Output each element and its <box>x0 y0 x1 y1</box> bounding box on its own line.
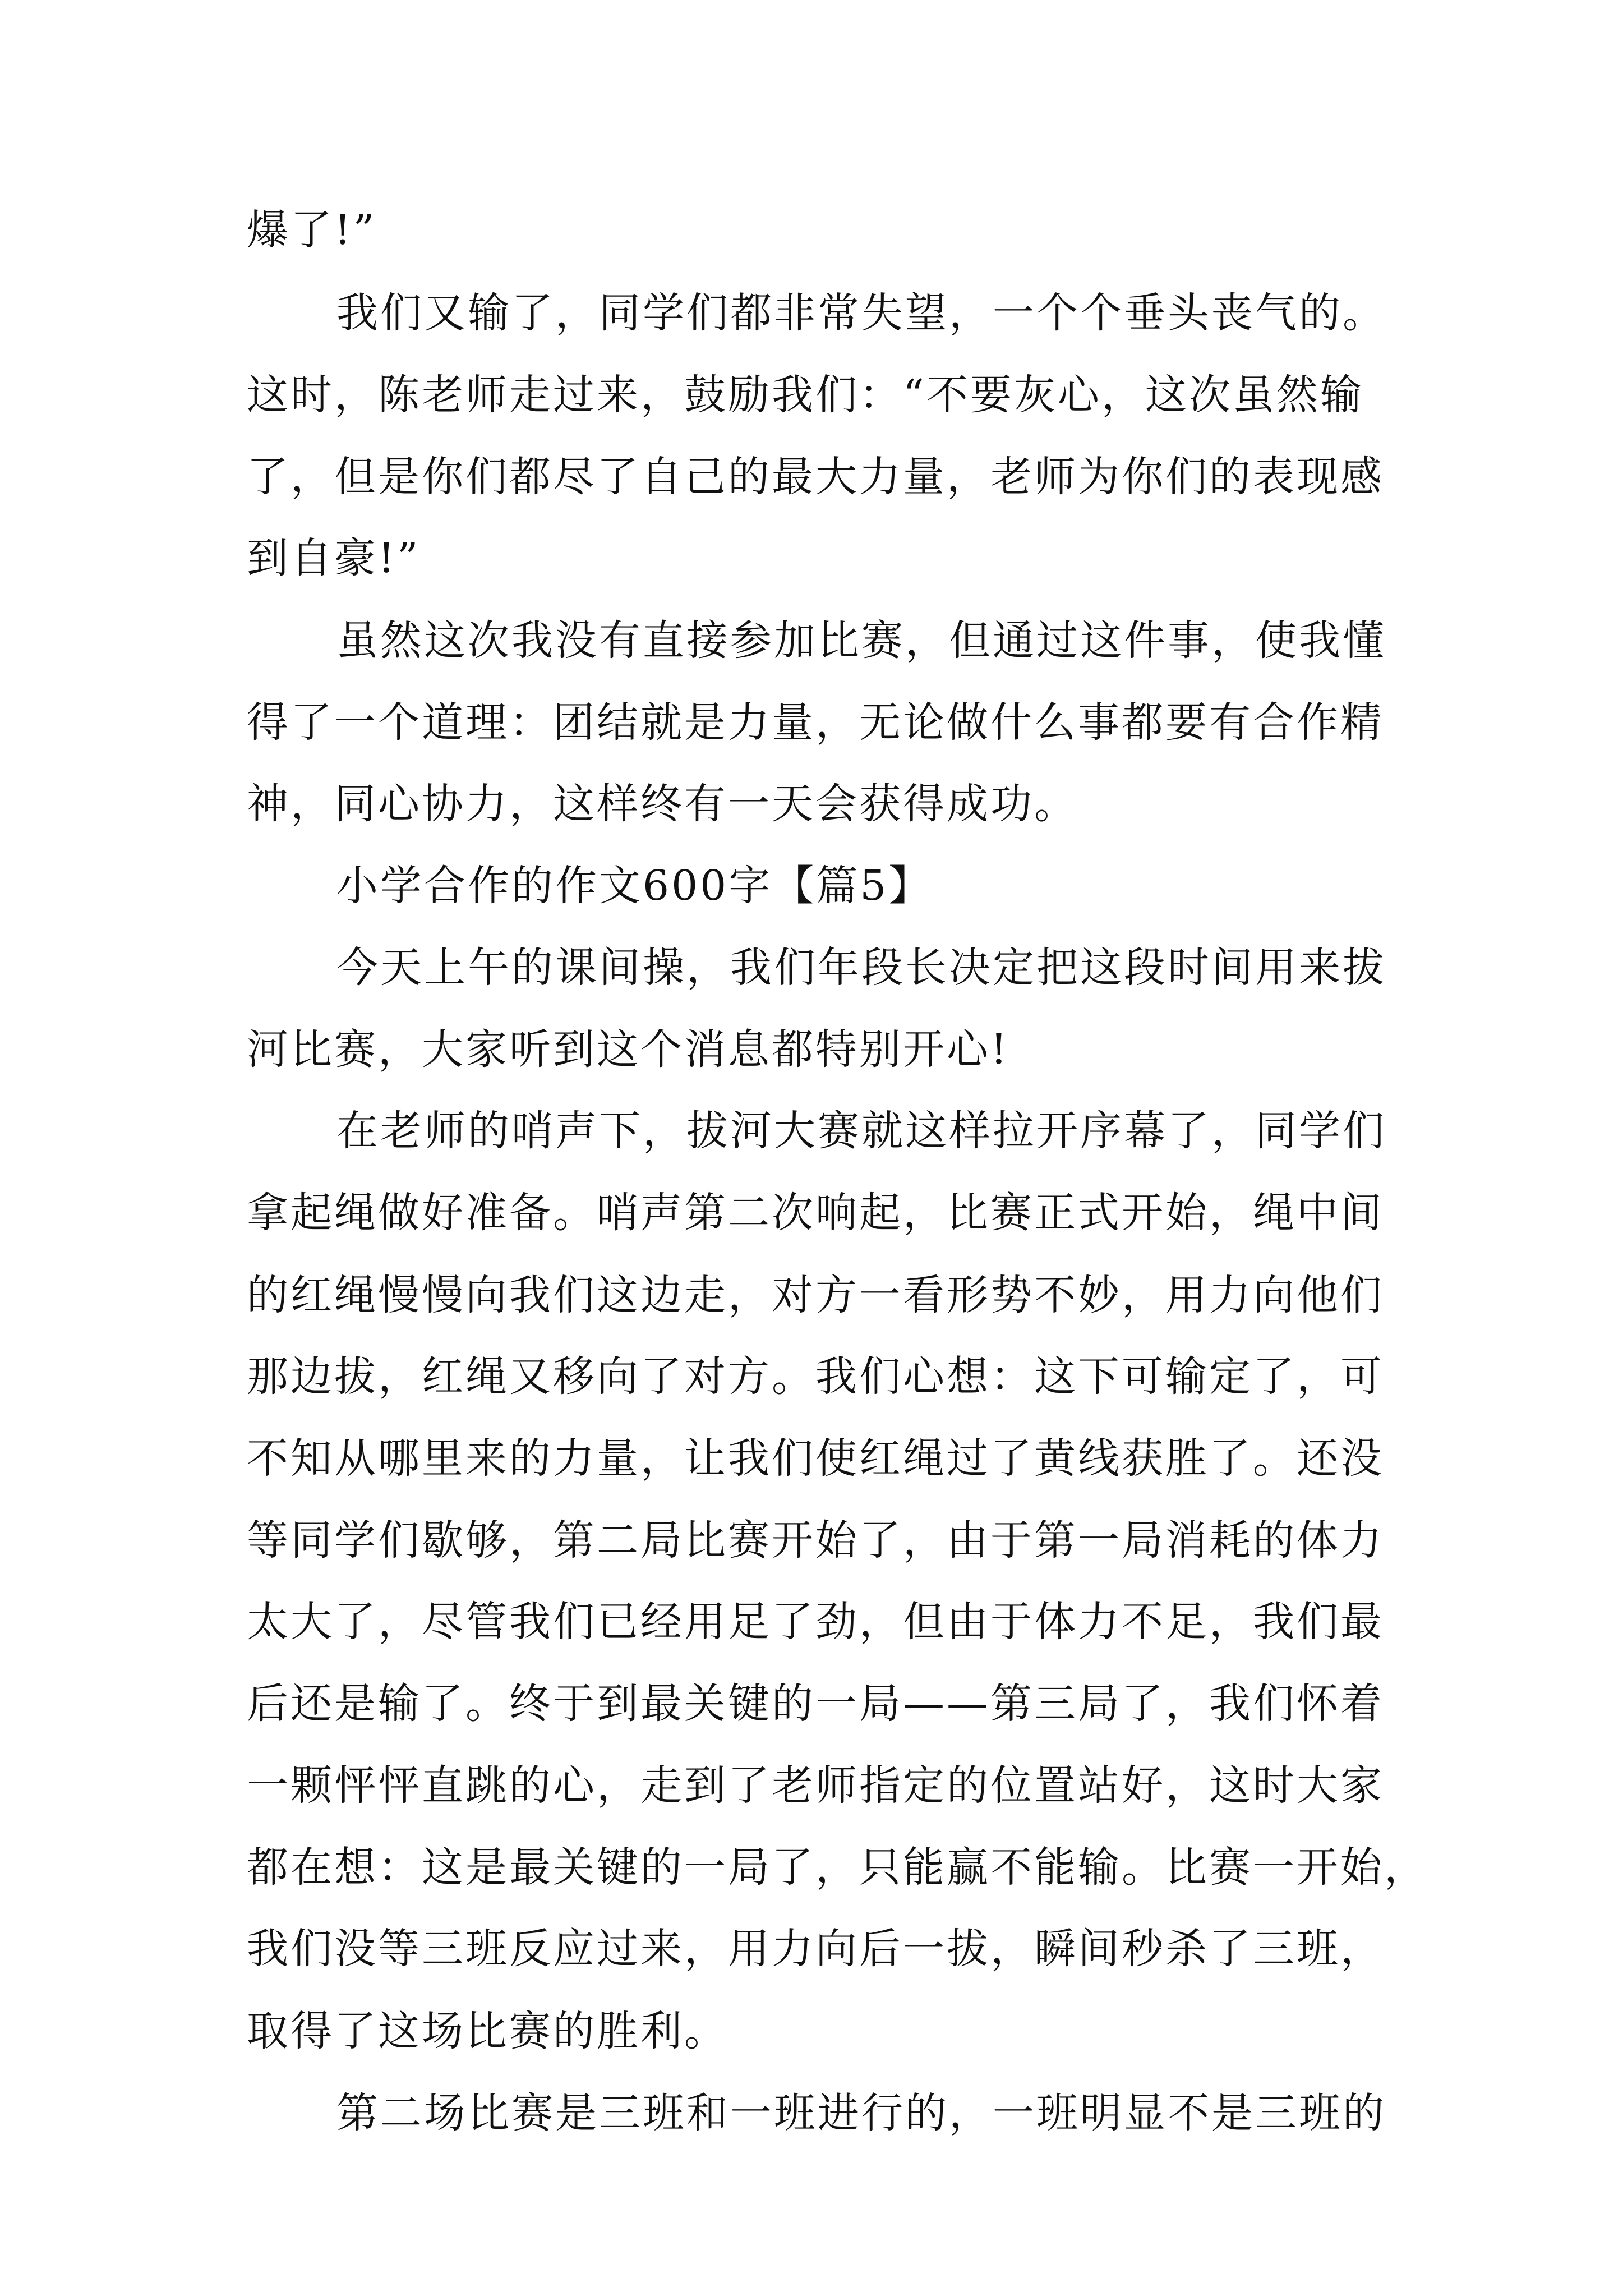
text-line: 都在想：这是最关键的一局了，只能赢不能输。比赛一开始， <box>247 1843 1428 1892</box>
paragraph-first-line: 虽然这次我没有直接参加比赛，但通过这件事，使我懂 <box>336 616 1386 665</box>
text-line: 神，同心协力，这样终有一天会获得成功。 <box>247 780 1078 828</box>
text-line: 这时，陈老师走过来，鼓励我们：“不要灰心，这次虽然输 <box>247 371 1364 419</box>
text-line: 的红绳慢慢向我们这边走，对方一看形势不妙，用力向他们 <box>247 1271 1384 1319</box>
text-line: 那边拔，红绳又移向了对方。我们心想：这下可输定了，可 <box>247 1352 1384 1401</box>
text-line: 我们没等三班反应过来，用力向后一拔，瞬间秒杀了三班， <box>247 1925 1384 1973</box>
text-line: 拿起绳做好准备。哨声第二次响起，比赛正式开始，绳中间 <box>247 1189 1384 1237</box>
paragraph-first-line: 第二场比赛是三班和一班进行的，一班明显不是三班的 <box>336 2089 1386 2137</box>
text-line: 不知从哪里来的力量，让我们使红绳过了黄线获胜了。还没 <box>247 1434 1384 1483</box>
text-line: 爆了!” <box>247 206 377 254</box>
section-heading: 小学合作的作文600字【篇5】 <box>336 862 933 910</box>
paragraph-first-line: 在老师的哨声下，拔河大赛就这样拉开序幕了，同学们 <box>336 1107 1386 1155</box>
text-line: 到自豪!” <box>247 534 421 582</box>
text-line: 取得了这场比赛的胜利。 <box>247 2007 728 2055</box>
paragraph-first-line: 今天上午的课间操，我们年段长决定把这段时间用来拔 <box>336 944 1386 992</box>
text-line: 得了一个道理：团结就是力量，无论做什么事都要有合作精 <box>247 698 1384 747</box>
text-line: 后还是输了。终于到最关键的一局——第三局了，我们怀着 <box>247 1680 1384 1728</box>
text-line: 等同学们歇够，第二局比赛开始了，由于第一局消耗的体力 <box>247 1516 1384 1565</box>
text-line: 河比赛，大家听到这个消息都特别开心! <box>247 1025 1009 1074</box>
text-line: 太大了，尽管我们已经用足了劲，但由于体力不足，我们最 <box>247 1598 1384 1646</box>
paragraph-first-line: 我们又输了，同学们都非常失望，一个个垂头丧气的。 <box>336 289 1386 337</box>
text-line: 了，但是你们都尽了自己的最大力量，老师为你们的表现感 <box>247 453 1384 501</box>
text-line: 一颗怦怦直跳的心，走到了老师指定的位置站好，这时大家 <box>247 1761 1384 1810</box>
